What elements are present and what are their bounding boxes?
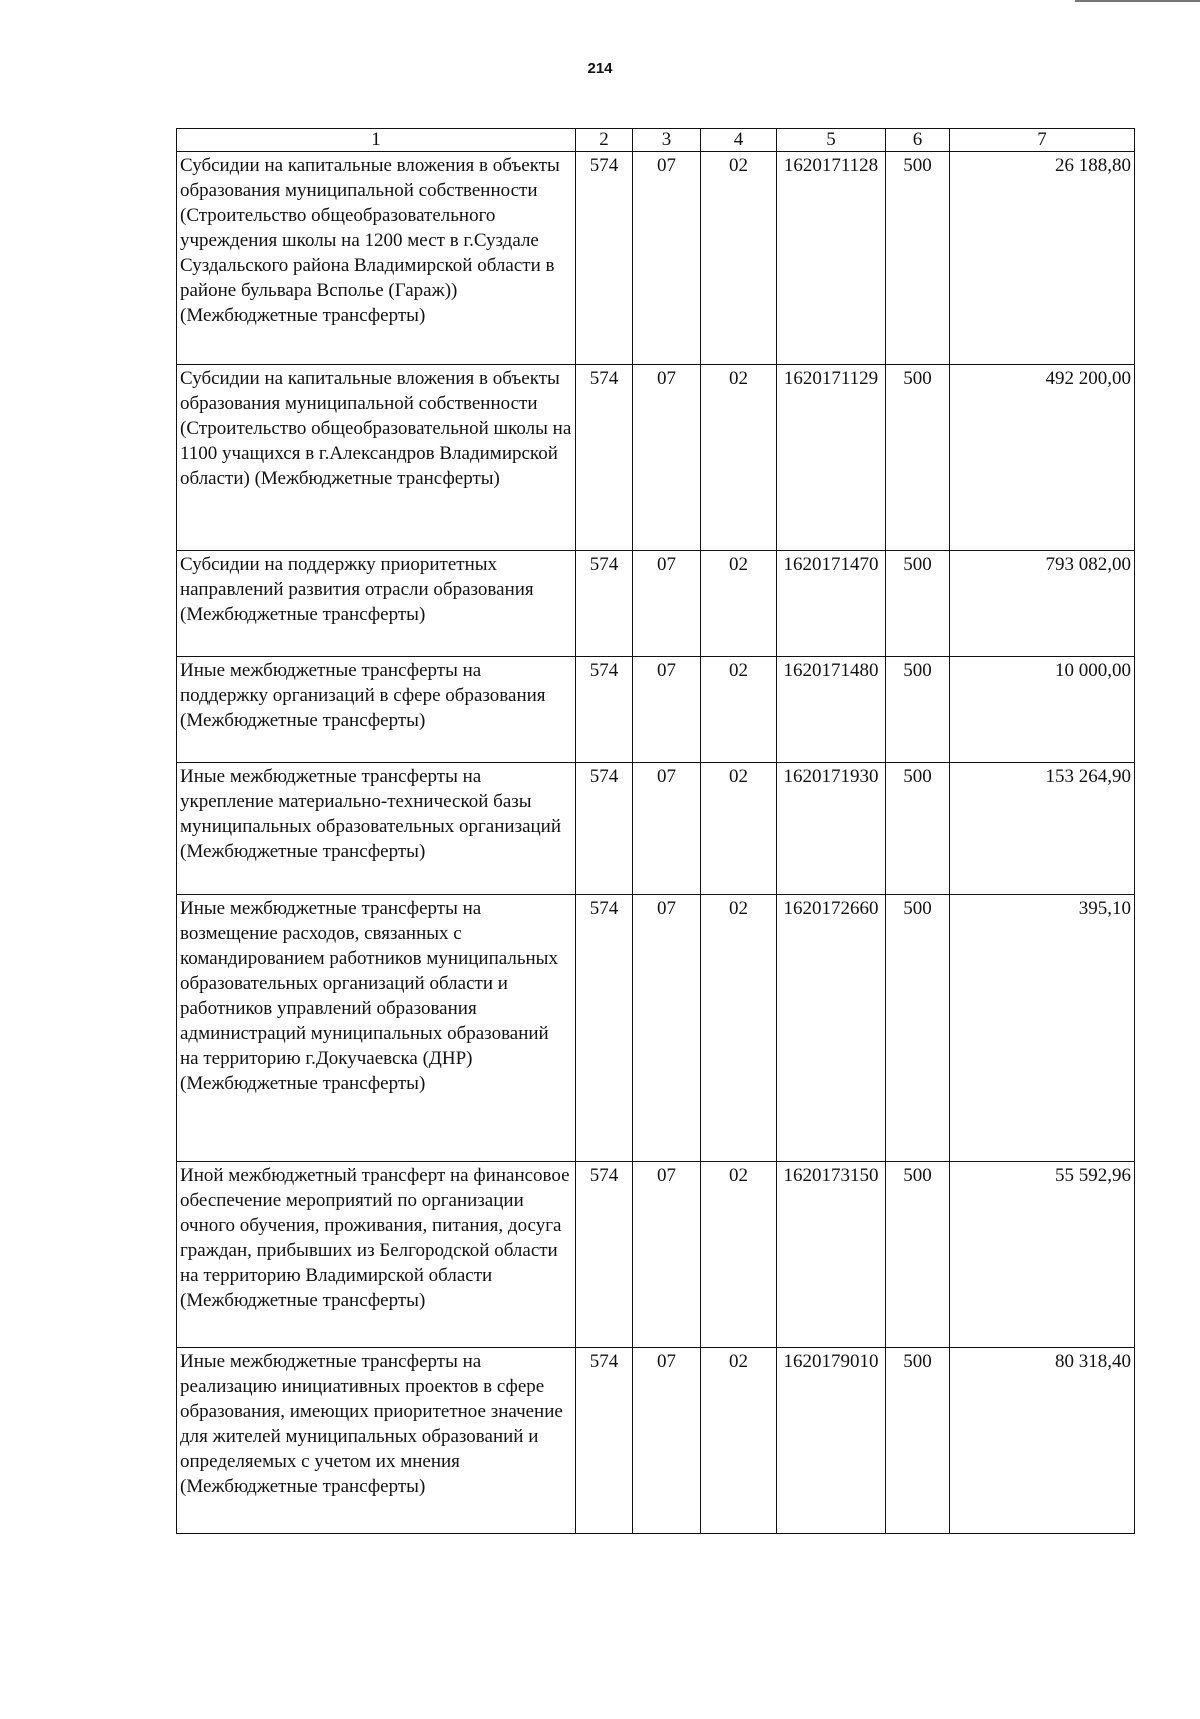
row-col-2: 574 xyxy=(576,895,633,1162)
row-col-4: 02 xyxy=(701,1348,777,1534)
row-col-5: 1620171129 xyxy=(777,365,886,551)
header-col-2: 2 xyxy=(576,129,633,152)
row-col-5: 1620173150 xyxy=(777,1162,886,1348)
row-col-6: 500 xyxy=(886,152,950,365)
header-col-4: 4 xyxy=(701,129,777,152)
table-row xyxy=(177,551,1135,657)
row-col-7: 492 200,00 xyxy=(950,365,1135,551)
row-description: Иные межбюджетные трансферты на поддержку организаций в сфере образования (Межбюджетные трансферты) xyxy=(177,657,576,763)
row-col-5: 1620171470 xyxy=(777,551,886,657)
row-col-2: 574 xyxy=(576,551,633,657)
row-col-6: 500 xyxy=(886,1348,950,1534)
row-col-7: 395,10 xyxy=(950,895,1135,1162)
row-col-3: 07 xyxy=(633,657,701,763)
row-col-5: 1620172660 xyxy=(777,895,886,1162)
row-col-5: 1620171930 xyxy=(777,763,886,895)
row-description: Субсидии на капитальные вложения в объекты образования муниципальной собственности (Строительство общеобразовательной школы на 1100 учащихся в г.Александров Владимирской области) (Межбюджетные трансферты) xyxy=(177,365,576,551)
row-description: Субсидии на поддержку приоритетных направлений развития отрасли образования (Межбюджетные трансферты) xyxy=(177,551,576,657)
row-col-2: 574 xyxy=(576,763,633,895)
table-row xyxy=(177,895,1135,1162)
budget-table xyxy=(176,128,1135,1534)
row-col-3: 07 xyxy=(633,1162,701,1348)
row-col-7: 10 000,00 xyxy=(950,657,1135,763)
table-header xyxy=(177,129,1135,152)
row-col-6: 500 xyxy=(886,657,950,763)
row-description: Иные межбюджетные трансферты на укрепление материально-технической базы муниципальных образовательных организаций (Межбюджетные трансферты) xyxy=(177,763,576,895)
row-col-4: 02 xyxy=(701,365,777,551)
row-col-4: 02 xyxy=(701,551,777,657)
row-col-6: 500 xyxy=(886,763,950,895)
row-col-5: 1620171480 xyxy=(777,657,886,763)
table-row xyxy=(177,1348,1135,1534)
row-col-4: 02 xyxy=(701,895,777,1162)
row-col-7: 55 592,96 xyxy=(950,1162,1135,1348)
row-col-4: 02 xyxy=(701,152,777,365)
row-col-3: 07 xyxy=(633,551,701,657)
row-col-6: 500 xyxy=(886,551,950,657)
table-row xyxy=(177,1162,1135,1348)
row-description: Иные межбюджетные трансферты на возмещение расходов, связанных с командированием работников муниципальных образовательных организаций области и работников управлений образования администраций муниципальных образований на территорию г.Докучаевска (ДНР) (Межбюджетные трансферты) xyxy=(177,895,576,1162)
header-col-7: 7 xyxy=(950,129,1135,152)
row-col-2: 574 xyxy=(576,365,633,551)
table-row xyxy=(177,763,1135,895)
header-col-5: 5 xyxy=(777,129,886,152)
row-col-3: 07 xyxy=(633,152,701,365)
row-col-7: 26 188,80 xyxy=(950,152,1135,365)
row-description: Иной межбюджетный трансферт на финансовое обеспечение мероприятий по организации очного обучения, проживания, питания, досуга граждан, прибывших из Белгородской области на территорию Владимирской области (Межбюджетные трансферты) xyxy=(177,1162,576,1348)
row-col-5: 1620179010 xyxy=(777,1348,886,1534)
row-col-5: 1620171128 xyxy=(777,152,886,365)
row-description: Субсидии на капитальные вложения в объекты образования муниципальной собственности (Строительство общеобразовательного учреждения школы на 1200 мест в г.Суздале Суздальского района Владимирской области в районе бульвара Всполье (Гараж)) (Межбюджетные трансферты) xyxy=(177,152,576,365)
row-col-4: 02 xyxy=(701,1162,777,1348)
row-col-2: 574 xyxy=(576,657,633,763)
table-row xyxy=(177,657,1135,763)
row-col-2: 574 xyxy=(576,1162,633,1348)
top-edge-line xyxy=(1075,0,1200,2)
row-col-3: 07 xyxy=(633,365,701,551)
header-col-1: 1 xyxy=(177,129,576,152)
row-col-6: 500 xyxy=(886,895,950,1162)
row-col-2: 574 xyxy=(576,152,633,365)
row-col-6: 500 xyxy=(886,1162,950,1348)
row-col-3: 07 xyxy=(633,1348,701,1534)
row-col-3: 07 xyxy=(633,895,701,1162)
header-col-3: 3 xyxy=(633,129,701,152)
row-col-7: 80 318,40 xyxy=(950,1348,1135,1534)
row-col-7: 153 264,90 xyxy=(950,763,1135,895)
header-col-6: 6 xyxy=(886,129,950,152)
page-number: 214 xyxy=(587,60,613,77)
row-col-6: 500 xyxy=(886,365,950,551)
row-description: Иные межбюджетные трансферты на реализацию инициативных проектов в сфере образования, имеющих приоритетное значение для жителей муниципальных образований и определяемых с учетом их мнения (Межбюджетные трансферты) xyxy=(177,1348,576,1534)
row-col-2: 574 xyxy=(576,1348,633,1534)
row-col-3: 07 xyxy=(633,763,701,895)
header-row xyxy=(177,129,1135,152)
row-col-4: 02 xyxy=(701,763,777,895)
table-body xyxy=(177,152,1135,1534)
table-row xyxy=(177,365,1135,551)
row-col-4: 02 xyxy=(701,657,777,763)
table-row xyxy=(177,152,1135,365)
row-col-7: 793 082,00 xyxy=(950,551,1135,657)
